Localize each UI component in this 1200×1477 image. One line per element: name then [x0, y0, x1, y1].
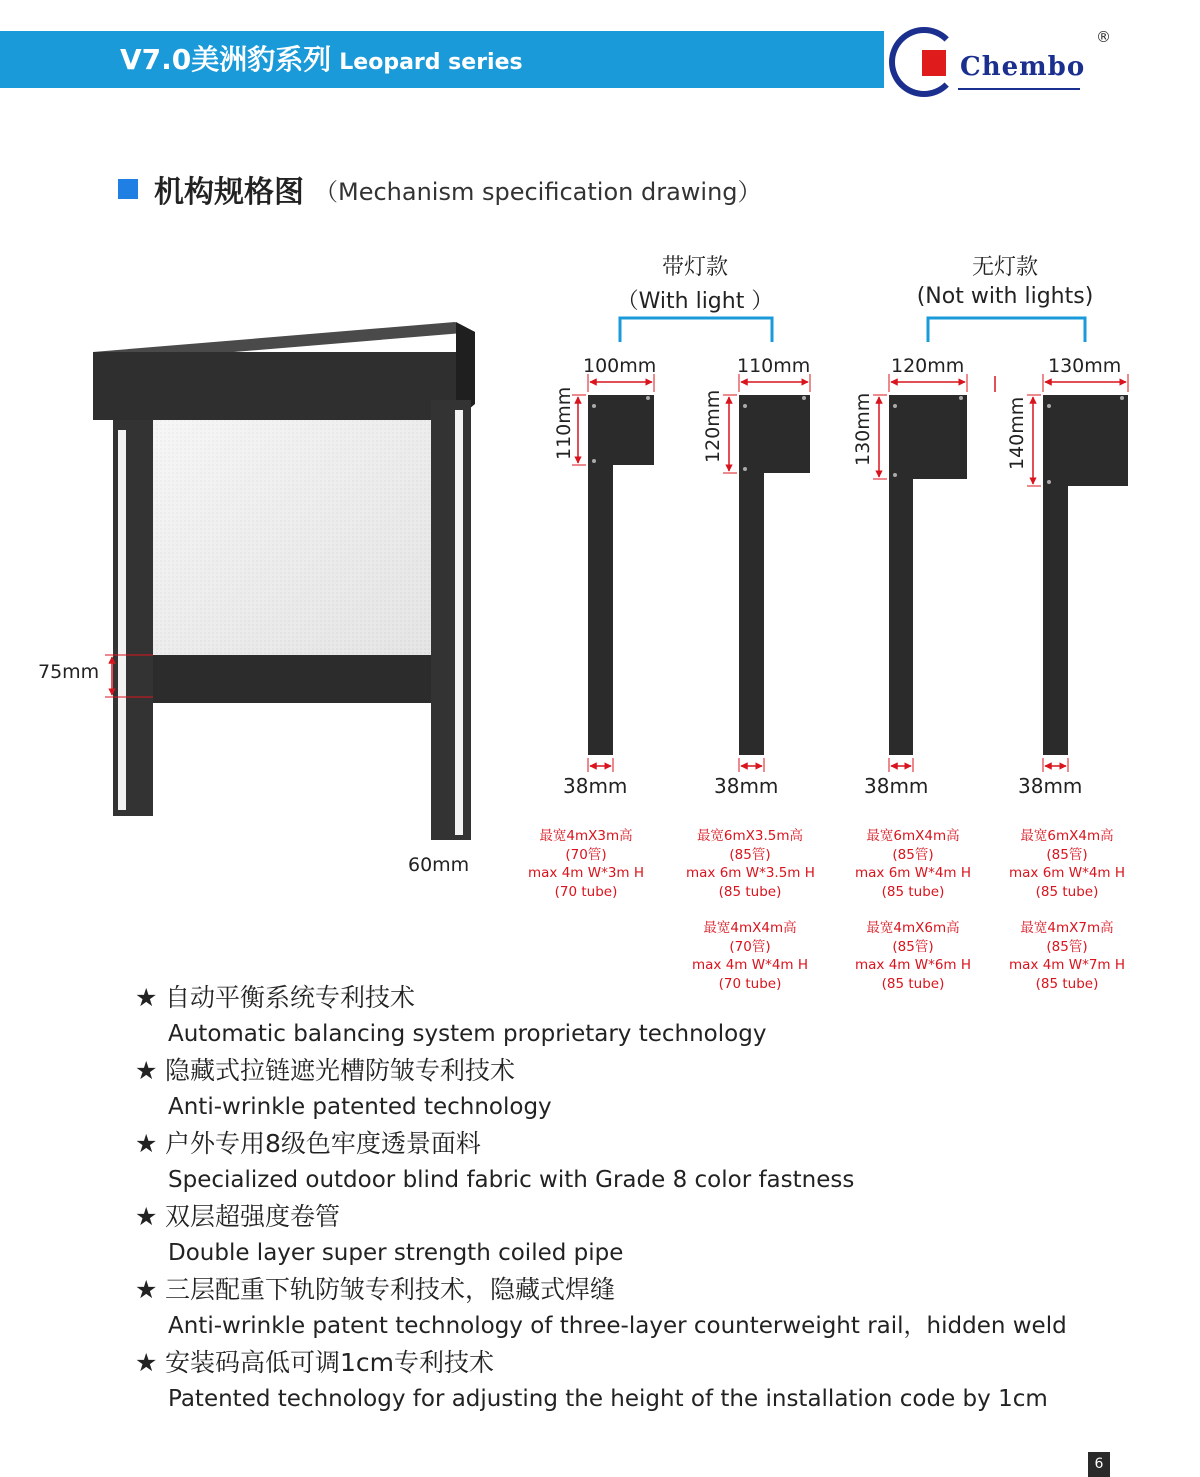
feature-list	[135, 980, 1067, 1418]
profile-4-box-height: 140mm	[1006, 396, 1028, 470]
profile-1-drawing	[572, 374, 654, 772]
section-title: 机构规格图	[154, 175, 304, 210]
feature-6-cn	[135, 1345, 1067, 1381]
profile-3-top-width: 120mm	[891, 355, 965, 377]
feature-3-cn	[135, 1126, 1067, 1162]
profile-2-box	[739, 395, 810, 473]
registered-mark: ®	[1096, 28, 1111, 46]
spec-tube-cn: (85管)	[1046, 846, 1088, 863]
right-guide-rail	[431, 400, 471, 840]
spec-tube-cn: (70管)	[729, 938, 771, 955]
spec-tube-en: (85 tube)	[881, 975, 945, 992]
profile-2-box-height: 120mm	[702, 389, 724, 463]
profile-2-bottom-width: 38mm	[714, 774, 779, 798]
profile-3-box-height: 130mm	[852, 392, 874, 466]
feature-1-cn	[135, 980, 1067, 1016]
feature-6-en: Patented technology for adjusting the height of the installation code by 1cm	[168, 1386, 1048, 1412]
page-number: 6	[1088, 1452, 1110, 1477]
spec-tube-cn: (70管)	[565, 846, 607, 863]
spec-en: max 4m W*6m H	[854, 957, 971, 973]
group-bracket-no-light	[928, 318, 1085, 342]
profile-1-top-width: 100mm	[583, 355, 657, 377]
group-no-light-en: (Not with lights)	[916, 284, 1094, 309]
profile-4-drawing	[1027, 374, 1128, 772]
profile-1-spec-1	[526, 827, 646, 901]
feature-3-en: Specialized outdoor blind fabric with Grade 8 color fastness	[168, 1167, 855, 1193]
series-title-main: V7.0美洲豹系列	[120, 43, 332, 76]
feature-5-en: Anti-wrinkle patent technology of three-layer counterweight rail，hidden weld	[168, 1313, 1067, 1339]
base-dimension-label: 60mm	[408, 854, 470, 876]
profile-1-box	[588, 395, 654, 465]
profile-1-post	[588, 465, 613, 755]
spec-en: max 6m W*4m H	[1008, 865, 1125, 881]
star-icon: ★	[135, 983, 158, 1012]
profile-3-post	[889, 479, 913, 755]
group-bracket-with-light	[620, 318, 772, 342]
feature-5-cn	[135, 1272, 1067, 1308]
spec-tube-cn: (85管)	[892, 938, 934, 955]
feature-cn-text: 安装码高低可调1cm专利技术	[165, 1348, 495, 1377]
spec-tube-en: (85 tube)	[1035, 975, 1099, 992]
spec-tube-en: (85 tube)	[718, 883, 782, 900]
star-icon: ★	[135, 1056, 158, 1085]
profile-1-bottom-width: 38mm	[563, 774, 628, 798]
star-icon: ★	[135, 1348, 158, 1377]
profile-2-drawing	[723, 374, 810, 772]
spec-cn: 最宽6mX3.5m高	[696, 828, 804, 844]
profile-3-spec-1	[853, 827, 973, 901]
spec-en: max 6m W*4m H	[854, 865, 971, 881]
spec-en: max 4m W*7m H	[1008, 957, 1125, 973]
spec-tube-en: (70 tube)	[718, 975, 782, 992]
feature-cn-text: 隐藏式拉链遮光槽防皱专利技术	[165, 1056, 516, 1085]
feature-cn-text: 双层超强度卷管	[165, 1202, 341, 1231]
spec-en: max 4m W*3m H	[527, 865, 644, 881]
feature-1-en: Automatic balancing system proprietary technology	[168, 1021, 767, 1047]
brand-name: Chembo	[960, 52, 1086, 82]
right-rail-strip	[455, 410, 463, 835]
profile-2-spec-1	[686, 827, 814, 901]
spec-tube-cn: (85管)	[892, 846, 934, 863]
profile-3-drawing	[873, 374, 995, 772]
feature-cn-text: 三层配重下轨防皱专利技术，隐藏式焊缝	[165, 1275, 616, 1304]
bottom-rail	[153, 655, 431, 703]
profile-3-box	[889, 395, 967, 479]
profile-4-post	[1043, 486, 1068, 755]
feature-2-en: Anti-wrinkle patented technology	[168, 1094, 552, 1120]
spec-cn: 最宽4mX7m高	[1020, 920, 1114, 936]
left-rail-strip	[118, 430, 126, 810]
feature-cn-text: 户外专用8级色牢度透景面料	[165, 1129, 481, 1158]
spec-tube-cn: (85管)	[729, 846, 771, 863]
profile-4-spec-1	[1007, 827, 1127, 901]
star-icon: ★	[135, 1202, 158, 1231]
product-render	[93, 322, 475, 840]
feature-4-cn	[135, 1199, 1067, 1235]
side-dimension-label: 75mm	[38, 661, 100, 683]
section-subtitle: （Mechanism specification drawing）	[314, 177, 762, 206]
spec-tube-en: (85 tube)	[1035, 883, 1099, 900]
cassette-box	[93, 352, 456, 420]
star-icon: ★	[135, 1275, 158, 1304]
spec-en: max 6m W*3.5m H	[686, 865, 815, 881]
group-no-light-cn: 无灯款	[971, 255, 1038, 280]
spec-en: max 4m W*4m H	[691, 957, 808, 973]
spec-cn: 最宽4mX3m高	[539, 828, 633, 844]
spec-tube-en: (70 tube)	[554, 883, 618, 900]
profile-2-top-width: 110mm	[737, 355, 811, 377]
feature-4-en: Double layer super strength coiled pipe	[168, 1240, 624, 1266]
spec-cn: 最宽4mX4m高	[703, 920, 797, 936]
group-with-light-cn: 带灯款	[661, 255, 728, 280]
series-title-sub: Leopard series	[339, 50, 523, 75]
profile-1-box-height: 110mm	[553, 386, 575, 460]
spec-tube-cn: (85管)	[1046, 938, 1088, 955]
profile-4-top-width: 130mm	[1048, 355, 1122, 377]
profile-4-bottom-width: 38mm	[1018, 774, 1083, 798]
fabric-sheen	[153, 420, 431, 655]
spec-cn: 最宽6mX4m高	[866, 828, 960, 844]
feature-cn-text: 自动平衡系统专利技术	[165, 983, 416, 1012]
spec-cn: 最宽4mX6m高	[866, 920, 960, 936]
spec-cn: 最宽6mX4m高	[1020, 828, 1114, 844]
profile-3-bottom-width: 38mm	[864, 774, 929, 798]
profile-4-box	[1043, 395, 1128, 486]
star-icon: ★	[135, 1129, 158, 1158]
profile-2-post	[739, 473, 764, 755]
feature-2-cn	[135, 1053, 1067, 1089]
group-with-light-en: （With light ）	[616, 289, 774, 314]
spec-tube-en: (85 tube)	[881, 883, 945, 900]
